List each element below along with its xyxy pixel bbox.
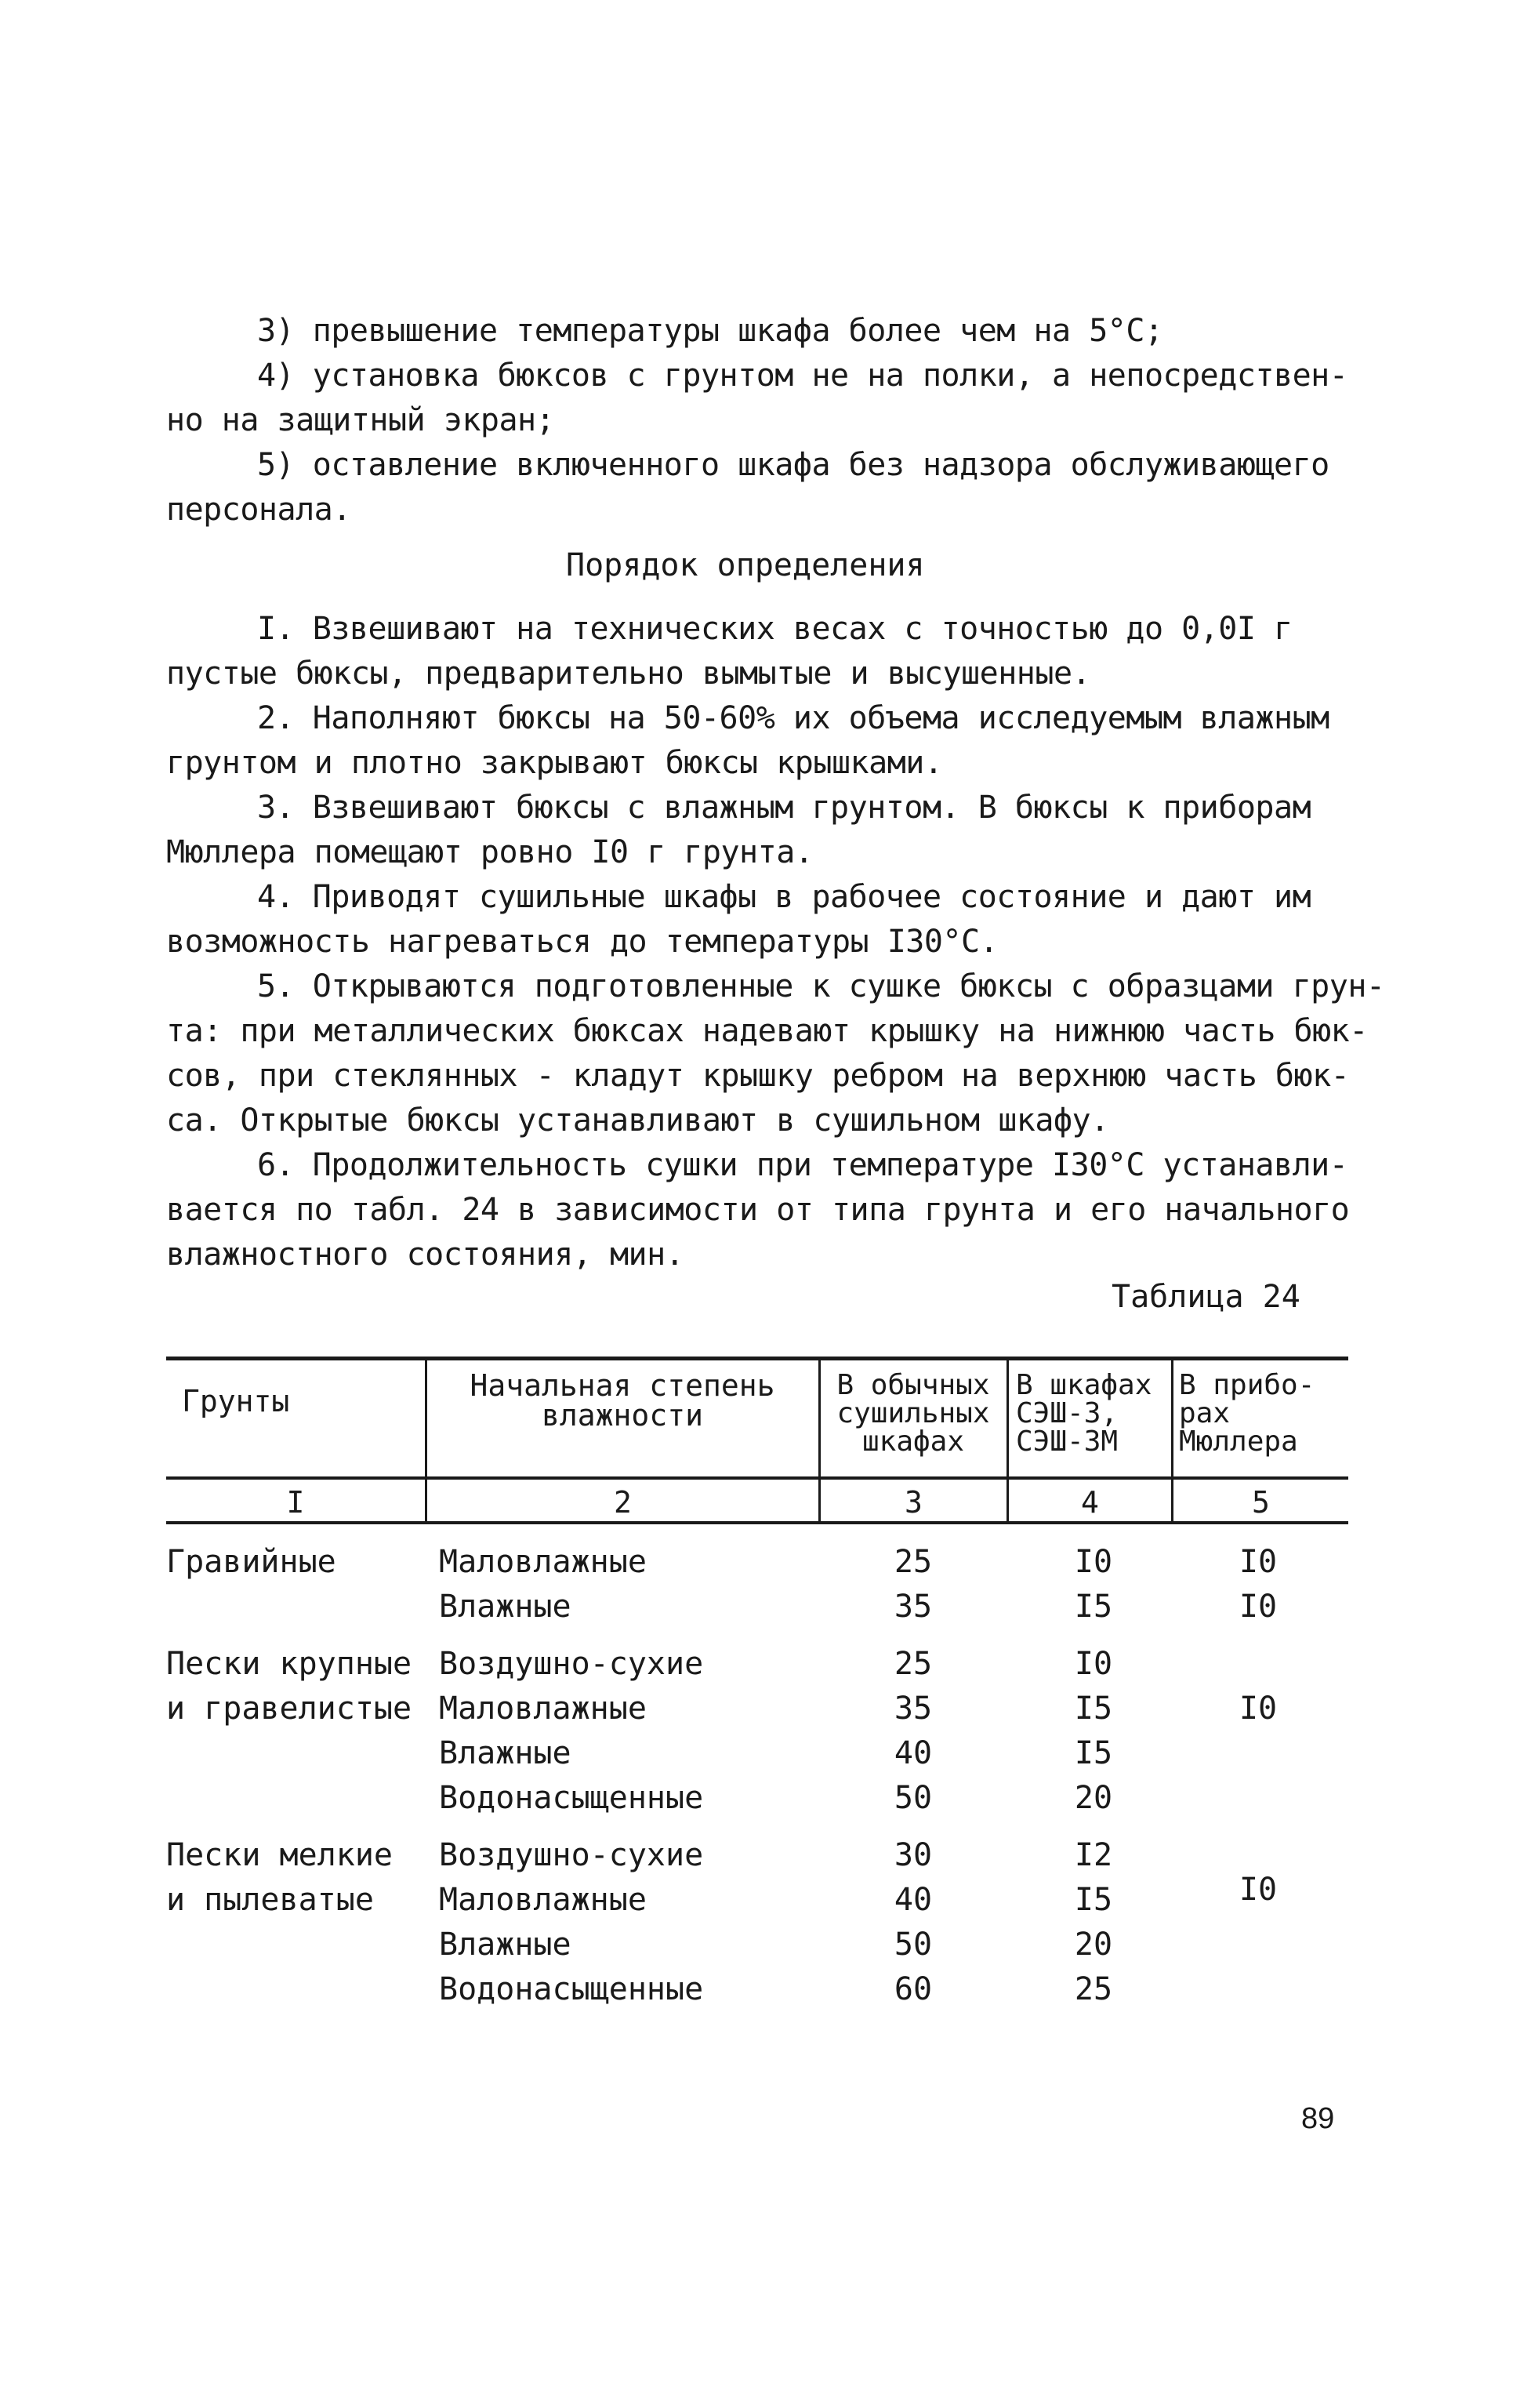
table-row-moisture: Воздушно-сухие (439, 1646, 704, 1682)
column-number-1: I (286, 1485, 305, 1520)
table-row-moisture: Водонасыщенные (439, 1971, 704, 2007)
table-row-sesh: 25 (1074, 1971, 1113, 2007)
table-row-sesh: I5 (1074, 1691, 1113, 1727)
table-row-sesh: I5 (1074, 1589, 1113, 1625)
header-ordinary-line2: сушильных (836, 1397, 990, 1429)
header-sesh-line1: В шкафах (1016, 1369, 1152, 1401)
body-line-4: 5) оставление включенного шкафа без надзора обслуживающего (257, 447, 1329, 483)
procedure-line-6: Мюллера помещают ровно I0 г грунта. (166, 834, 814, 870)
procedure-line-5: 3. Взвешивают бюксы с влажным грунтом. В бюксы к приборам (257, 790, 1311, 826)
table-row-sesh: I5 (1074, 1882, 1113, 1918)
table-row-ordinary: 25 (894, 1646, 933, 1682)
table-row-sesh: 20 (1074, 1927, 1113, 1963)
column-number-4: 4 (1081, 1485, 1099, 1520)
procedure-line-3: 2. Наполняют бюксы на 50-60% их объема исследуемым влажным (257, 700, 1329, 736)
table-row-moisture: Маловлажные (439, 1882, 647, 1918)
procedure-line-7: 4. Приводят сушильные шкафы в рабочее состояние и дают им (257, 879, 1311, 915)
column-number-5: 5 (1252, 1485, 1270, 1520)
procedure-line-1: I. Взвешивают на технических весах с точностью до 0,0I г (257, 611, 1293, 647)
table-row-moisture: Маловлажные (439, 1691, 647, 1727)
table-row-moisture: Воздушно-сухие (439, 1837, 704, 1873)
table-row-ordinary: 50 (894, 1780, 933, 1816)
page-number: 89 (1301, 2102, 1335, 2135)
group-3-muller-merged: I0 (1239, 1872, 1278, 1908)
table-row-ordinary: 25 (894, 1544, 933, 1580)
table-row-moisture: Влажные (439, 1735, 571, 1771)
group-3-soil-line1: Пески мелкие (166, 1837, 393, 1873)
table-row-moisture: Влажные (439, 1589, 571, 1625)
table-row-muller: I0 (1239, 1691, 1278, 1727)
table-row-ordinary: 40 (894, 1882, 933, 1918)
procedure-line-15: влажностного состояния, мин. (166, 1237, 684, 1273)
table-row-moisture: Водонасыщенные (439, 1780, 704, 1816)
table-row-muller: I0 (1239, 1544, 1278, 1580)
table-row-moisture: Маловлажные (439, 1544, 647, 1580)
column-number-2: 2 (614, 1485, 632, 1520)
header-soils: Грунты (182, 1384, 290, 1418)
procedure-line-10: та: при металлических бюксах надевают крышку на нижнюю часть бюк- (166, 1013, 1368, 1049)
table-row-ordinary: 30 (894, 1837, 933, 1873)
procedure-line-13: 6. Продолжительность сушки при температуре I30°С устанавли- (257, 1147, 1348, 1183)
procedure-line-4: грунтом и плотно закрывают бюксы крышками. (166, 745, 943, 781)
section-heading: Порядок определения (566, 547, 925, 583)
header-moisture-line2: влажности (542, 1398, 703, 1433)
header-muller-line1: В прибо- (1179, 1369, 1315, 1401)
table-row-ordinary: 60 (894, 1971, 933, 2007)
column-number-3: 3 (905, 1485, 923, 1520)
body-line-3: но на защитный экран; (166, 402, 555, 438)
table-row-sesh: 20 (1074, 1780, 1113, 1816)
body-line-2: 4) установка бюксов с грунтом не на полки, а непосредствен- (257, 358, 1348, 394)
header-sesh-line3: СЭШ-3М (1016, 1426, 1119, 1458)
table-row-sesh: I5 (1074, 1735, 1113, 1771)
table-row-sesh: I0 (1074, 1544, 1113, 1580)
procedure-line-14: вается по табл. 24 в зависимости от типа грунта и его начального (166, 1192, 1350, 1228)
group-3-soil-line2: и пылеватые (166, 1882, 374, 1918)
group-1-soil-line1: Гравийные (166, 1544, 336, 1580)
table-row-sesh: I2 (1074, 1837, 1113, 1873)
procedure-line-2: пустые бюксы, предварительно вымытые и высушенные. (166, 656, 1091, 692)
group-2-soil-line1: Пески крупные (166, 1646, 412, 1682)
table-row-muller: I0 (1239, 1589, 1278, 1625)
header-ordinary-line1: В обычных (836, 1369, 990, 1401)
table-row-ordinary: 35 (894, 1691, 933, 1727)
table-row-ordinary: 35 (894, 1589, 933, 1625)
table-row-ordinary: 40 (894, 1735, 933, 1771)
table-caption: Таблица 24 (1112, 1279, 1300, 1315)
header-ordinary-line3: шкафах (861, 1426, 965, 1458)
procedure-line-8: возможность нагреваться до температуры I30°С. (166, 924, 999, 960)
body-line-5: персонала. (166, 492, 351, 528)
header-sesh-line2: СЭШ-3, (1016, 1397, 1119, 1429)
header-muller-line2: рах (1179, 1397, 1231, 1429)
table-row-sesh: I0 (1074, 1646, 1113, 1682)
body-line-1: 3) превышение температуры шкафа более чем на 5°С; (257, 313, 1163, 349)
header-muller-line3: Мюллера (1179, 1426, 1298, 1458)
procedure-line-9: 5. Открываются подготовленные к сушке бюксы с образцами грун- (257, 968, 1385, 1004)
table-row-moisture: Влажные (439, 1927, 571, 1963)
procedure-line-11: сов, при стеклянных - кладут крышку ребром на верхнюю часть бюк- (166, 1058, 1350, 1094)
table-row-ordinary: 50 (894, 1927, 933, 1963)
group-2-soil-line2: и гравелистые (166, 1691, 412, 1727)
procedure-line-12: са. Открытые бюксы устанавливают в сушильном шкафу. (166, 1102, 1109, 1139)
header-moisture-line1: Начальная степень (470, 1368, 775, 1403)
